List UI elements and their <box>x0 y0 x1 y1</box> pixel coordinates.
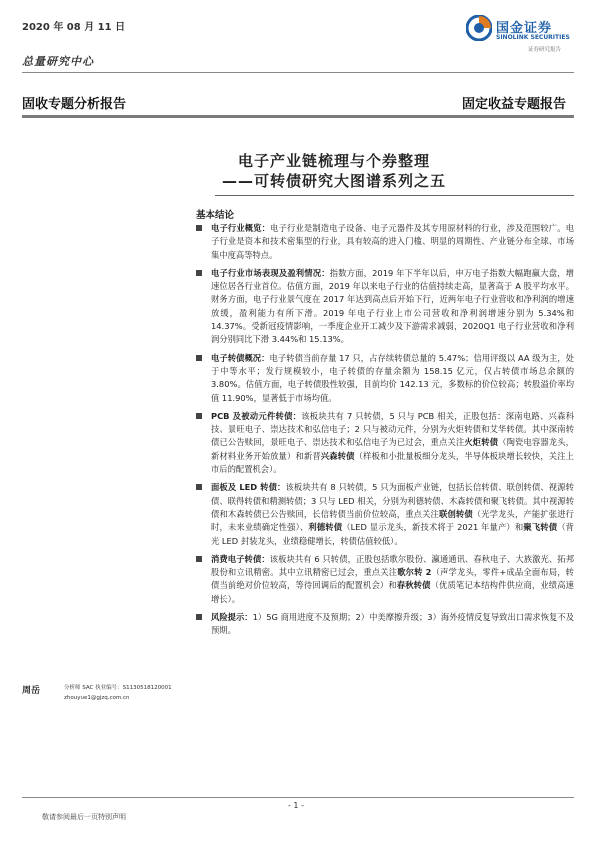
conclusion-text: （LED 显示龙头，新技术将于 2021 年量产）和 <box>342 522 524 533</box>
report-date: 2020 年 08 月 11 日 <box>22 22 126 33</box>
conclusion-text: 联创转债 <box>439 508 473 519</box>
logo-chinese-name: 国金证券 <box>496 21 553 36</box>
author-email[interactable]: zhouyue1@gjzq.com.cn <box>64 695 130 701</box>
conclusion-text: 火炬转债 <box>464 437 499 448</box>
footer-disclaimer: 敬请参阅最后一页特别声明 <box>42 813 126 821</box>
conclusion-text: （光学龙头，产能扩张进行时，未来业绩确定性强）、 <box>211 508 574 533</box>
conclusion-lead: 风险提示： <box>211 612 253 623</box>
conclusion-text: 春秋转债 <box>396 580 431 591</box>
bullet-square-icon <box>196 556 202 562</box>
header-band <box>22 115 574 118</box>
conclusion-text: （陶瓷电容器龙头，新材料业务开始放量）和新晋 <box>211 437 574 461</box>
conclusion-item <box>196 352 574 405</box>
logo-mark-icon <box>466 15 492 41</box>
footer-divider <box>22 797 574 798</box>
page-number: - 1 - <box>288 801 304 810</box>
section-heading: 基本结论 <box>196 210 235 221</box>
conclusion-text: 该板块共有 7 只转债，5 只与 PCB 相关，正股包括：深南电路、兴森科技、景旺电子、崇达技术和弘信电子；2 只与被动元件，分别为火炬转债和艾华转债。其中深南转债已公告赎回，景旺电子、崇达技术和弘信电子为已过会，重点关注 <box>211 410 574 448</box>
conclusion-text: （背光 LED 封装龙头，业绩稳健增长，转债估值较低）。 <box>211 522 574 546</box>
author-info <box>64 683 172 703</box>
conclusion-lead: 电子行业概览： <box>211 223 271 233</box>
report-type: 固收专题分析报告 <box>22 97 127 112</box>
conclusion-lead: 消费电子转债： <box>211 553 270 564</box>
conclusion-text: （声学龙头，零件+成品全面布局，转债当前绝对价位较高，等待回调后的配置机会）和 <box>211 567 574 591</box>
conclusion-text: （样板和小批量板细分龙头，半导体板块增长较快，关注上市后的配置机会）。 <box>211 450 574 475</box>
bullet-square-icon <box>196 614 202 620</box>
report-title: 电子产业链梳理与个券整理 <box>238 152 431 170</box>
conclusion-item <box>196 222 574 262</box>
conclusion-text: 歌尔转 2 <box>397 567 432 578</box>
bullet-square-icon <box>196 270 202 276</box>
logo-english-name: SINOLINK SECURITIES <box>496 34 570 41</box>
logo-subtitle: 证券研究报告 <box>528 47 562 53</box>
conclusion-text: 指数方面，2019 年下半年以后，申万电子指数大幅跑赢大盘，增速位居各行业首位。估值方面，2019 年以来电子行业的估值持续走高，显著高于 A 股平均水平。财务方面，电子行业景气度在 2017 年达到高点后开始下行，近两年电子行业营收和净利润的增速放缓，盈利能力有所下滑。2019 年电子行业上市公司营收和净利润增速分别为 5.34%和 14.37%。受新冠疫情影响，一季度企业开工减少及下游需求减弱，2020Q1 电子行业营收和净利润分别同比下滑 3.44%和 15.13%。 <box>211 267 574 345</box>
conclusion-text: 1）5G 商用进度不及预期；2）中美摩擦升级；3）海外疫情反复导致出口需求恢复不及预期。 <box>211 612 574 636</box>
conclusion-text: 兴森转债 <box>320 450 355 461</box>
conclusion-lead: PCB 及被动元件转债： <box>211 410 302 421</box>
conclusion-text: 该板块共有 6 只转债，正股包括歌尔股份、瀛通通讯、春秋电子、大族激光、拓邦股份和立讯精密。其中立讯精密已过会，重点关注 <box>211 553 574 578</box>
bullet-square-icon <box>196 355 202 361</box>
conclusion-lead: 电子转债概况： <box>211 352 270 363</box>
bullet-square-icon <box>196 413 202 419</box>
conclusion-lead: 电子行业市场表现及盈利情况： <box>211 267 330 278</box>
report-type-right: 固定收益专题报告 <box>461 97 566 112</box>
conclusion-text: 电子行业是制造电子设备、电子元器件及其专用原材料的行业，涉及范围较广。电子行业是资本和技术密集型的行业，具有较高的进入门槛、明显的周期性、产业链分布全球、市场集中度高等特点。 <box>211 223 574 260</box>
conclusion-text: 电子转债当前存量 17 只，占存续转债总量的 5.47%；信用评级以 AA 级为主，处于中等水平；发行规模较小，电子转债的存量余额为 158.15 亿元，仅占转债市场总余额的 3.80%。估值方面，电子转债股性较强，目前均价 142.13 元，多数标的价位较高；转股溢价率均值 11.90%，显著低于市场均值。 <box>211 352 574 403</box>
bullet-square-icon <box>196 484 202 490</box>
conclusion-text: （优质笔记本结构件供应商，业绩高速增长）。 <box>211 580 574 604</box>
sinolink-logo <box>466 15 576 55</box>
conclusion-text: 聚飞转债 <box>523 522 558 533</box>
header-divider <box>22 72 574 73</box>
conclusion-item <box>196 553 574 606</box>
conclusion-list <box>196 222 574 643</box>
conclusion-item <box>196 410 574 476</box>
conclusion-item <box>196 611 574 638</box>
conclusion-lead: 面板及 LED 转债： <box>211 482 286 493</box>
title-divider <box>215 195 574 196</box>
conclusion-text: 该板块共有 8 只转债，5 只为面板产业链，包括长信转债、联创转债、视源转债、联得转债和精测转债；3 只与 LED 相关，分别为利德转债、木森转债和聚飞转债。其中视源转债和木森转债已公告赎回，长信转债当前价位较高，重点关注 <box>211 482 574 519</box>
bullet-square-icon <box>196 225 202 231</box>
author-name: 周岳 <box>22 686 41 696</box>
department-name: 总量研究中心 <box>22 55 94 68</box>
report-subtitle: ——可转债研究大图谱系列之五 <box>222 172 447 190</box>
conclusion-text: 利德转债 <box>308 522 343 533</box>
conclusion-item <box>196 267 574 347</box>
conclusion-item <box>196 481 574 547</box>
author-license: 分析师 SAC 执业编号：S1130518120001 <box>64 685 172 691</box>
